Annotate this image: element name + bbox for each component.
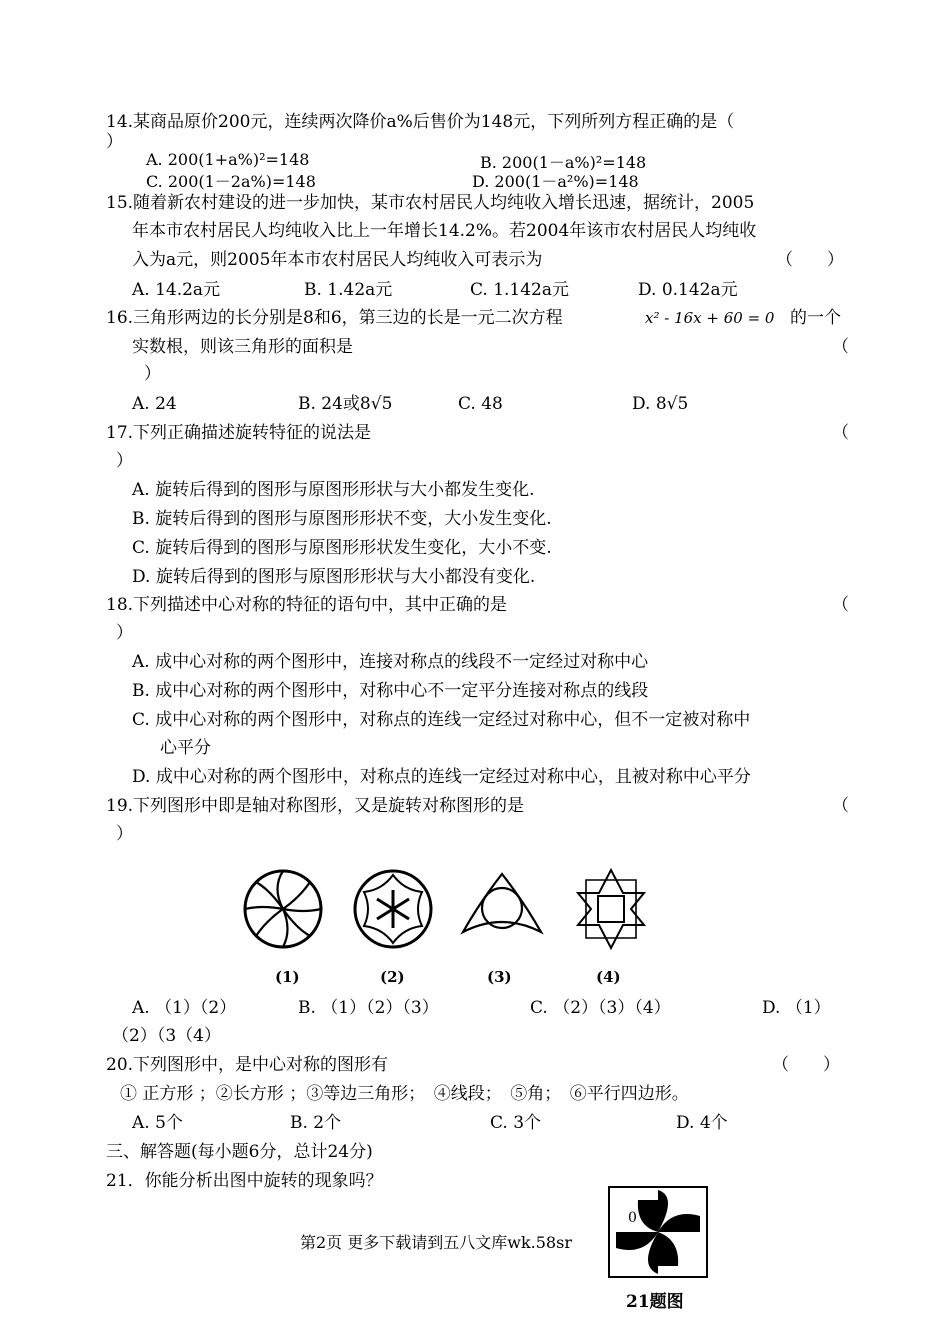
q15-option-d: D. 0.142a元 [638,280,738,300]
q20-option-b: B. 2个 [290,1113,342,1133]
q21-figure-caption: 21题图 [626,1292,684,1312]
q21-center-label: 0 [628,1210,637,1226]
q16-line1: 16.三角形两边的长分别是8和6，第三边的长是一元二次方程 [106,308,563,328]
q16-line2: 实数根，则该三角形的面积是 [132,337,353,357]
q20-option-a: A. 5个 [132,1113,183,1133]
q16-line1-end: 的一个 [790,308,841,328]
q19-option-a: A. （1）（2） [132,998,237,1018]
q17-option-b: B. 旋转后得到的图形与原图形形状不变，大小发生变化. [132,509,552,529]
q17-option-a: A. 旋转后得到的图形与原图形形状与大小都发生变化. [132,480,535,500]
figure-4-label: (4) [596,968,621,986]
figure-1-label: (1) [275,968,300,986]
q19-option-d-continued: （2）（3（4） [112,1026,221,1046]
q16-option-d: D. 8√5 [632,394,689,414]
q17-open-paren: （ [832,423,849,443]
q14-option-a: A. 200(1+a%)²=148 [146,150,310,169]
q17-stem: 17.下列正确描述旋转特征的说法是 [106,423,372,443]
q19-stem: 19.下列图形中即是轴对称图形，又是旋转对称图形的是 [106,796,525,816]
q20-stem: 20.下列图形中，是中心对称的图形有 [106,1055,389,1075]
q16-option-b: B. 24或8√5 [298,394,393,414]
figure-2-circle-asterisk [352,868,434,950]
q20-option-d: D. 4个 [676,1113,728,1133]
q19-close-paren: ） [116,824,133,844]
q15-line2: 年本市农村居民人均纯收入比上一年增长14.2%。若2004年该市农村居民人均纯收 [132,221,757,241]
q19-option-b: B. （1）（2）（3） [298,998,439,1018]
q15-answer-paren: （ ） [776,250,844,270]
q18-option-c-line1: C. 成中心对称的两个图形中，对称点的连线一定经过对称中心，但不一定被对称中 [132,710,751,730]
q21-stem: 21．你能分析出图中旋转的现象吗？ [106,1171,383,1191]
q18-close-paren: ） [116,623,133,643]
q14-option-c: C. 200(1－2a%)=148 [146,172,316,191]
q19-open-paren: （ [832,796,849,816]
q14-option-d: D. 200(1－a²%)=148 [472,172,639,191]
q15-option-a: A. 14.2a元 [132,280,221,300]
q21-pinwheel-figure [608,1186,708,1278]
q18-open-paren: （ [832,595,849,615]
q18-option-b: B. 成中心对称的两个图形中，对称中心不一定平分连接对称点的线段 [132,681,649,701]
section-3-heading: 三、解答题(每小题6分，总计24分) [106,1142,373,1162]
q17-option-d: D. 旋转后得到的图形与原图形形状与大小都没有变化. [132,567,536,587]
q15-option-b: B. 1.42a元 [304,280,393,300]
q15-line1: 15.随着新农村建设的进一步加快，某市农村居民人均纯收入增长迅速，据统计，2005 [106,193,755,213]
q20-answer-paren: （ ） [772,1055,840,1075]
q14-close-paren: ） [106,132,123,152]
figure-4-star-square [576,868,646,950]
page-footer: 第2页 更多下载请到五八文库wk.58sr [300,1233,572,1252]
figure-1-pinwheel-circle [242,868,324,950]
q20-option-c: C. 3个 [490,1113,542,1133]
q20-items: ① 正方形 ；②长方形 ；③等边三角形； ④线段； ⑤角； ⑥平行四边形。 [120,1084,689,1104]
q16-option-a: A. 24 [132,394,177,414]
q19-option-c: C. （2）（3）（4） [530,998,671,1018]
figure-3-label: (3) [487,968,512,986]
figure-2-label: (2) [380,968,405,986]
q15-option-c: C. 1.142a元 [470,280,570,300]
q17-option-c: C. 旋转后得到的图形与原图形形状发生变化，大小不变. [132,538,552,558]
figure-3-triquetra [460,872,544,938]
q16-open-paren: （ [832,337,849,357]
q18-stem: 18.下列描述中心对称的特征的语句中，其中正确的是 [106,595,508,615]
q19-option-d: D. （1） [762,998,831,1018]
q16-equation: x² - 16x + 60 = 0 [645,309,775,327]
q18-option-d: D. 成中心对称的两个图形中，对称点的连线一定经过对称中心，且被对称中心平分 [132,767,751,787]
q18-option-c-line2: 心平分 [160,738,211,758]
q16-close-paren: ） [144,364,161,384]
q14-stem: 14.某商品原价200元，连续两次降价a%后售价为148元，下列所列方程正确的是（ [106,112,735,132]
q17-close-paren: ） [116,451,133,471]
q14-option-b: B. 200(1－a%)²=148 [480,153,647,172]
q18-option-a: A. 成中心对称的两个图形中，连接对称点的线段不一定经过对称中心 [132,652,649,672]
q16-option-c: C. 48 [458,394,503,414]
q15-line3: 入为a元，则2005年本市农村居民人均纯收入可表示为 [132,250,543,270]
